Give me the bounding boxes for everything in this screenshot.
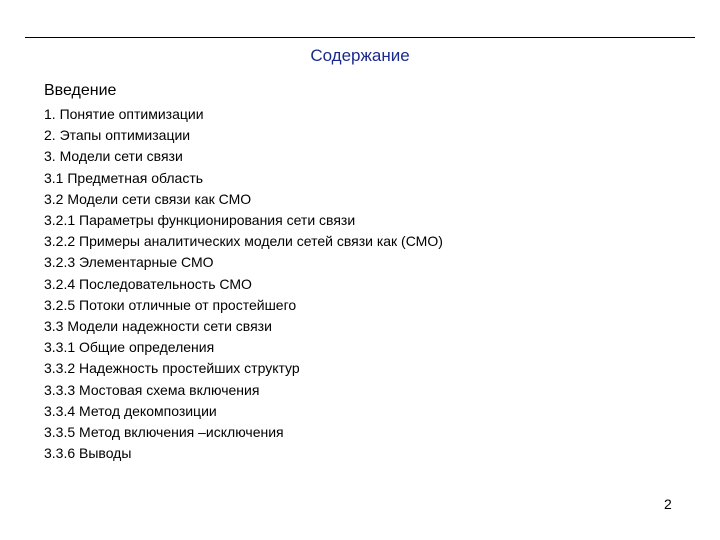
page-title-text: Содержание xyxy=(310,46,410,65)
toc-item: 1. Понятие оптимизации xyxy=(44,106,204,122)
toc-item: 3.2 Модели сети связи как СМО xyxy=(44,190,252,207)
toc-item: 3. Модели сети связи xyxy=(44,148,183,165)
toc-item: 3.3.2 Надежность простейших структур xyxy=(44,360,300,377)
toc-item: 3.3.3 Мостовая схема включения xyxy=(44,381,260,398)
toc-item: 3.2.4 Последовательность СМО xyxy=(44,275,252,292)
toc-item: 3.3.1 Общие определения xyxy=(44,339,215,356)
toc-item: 3.2.3 Элементарные СМО xyxy=(44,254,214,271)
toc-item: 3.1 Предметная область xyxy=(44,169,204,186)
toc-item: 3.2.5 Потоки отличные от простейшего xyxy=(44,296,297,313)
toc-item: 3.3 Модели надежности сети связи xyxy=(44,318,272,335)
toc-intro: Введение xyxy=(44,82,117,99)
toc-item: 2. Этапы оптимизации xyxy=(44,127,191,144)
page-title xyxy=(0,45,720,67)
toc-item: 3.3.4 Метод декомпозиции xyxy=(44,402,217,419)
page-number: 2 xyxy=(664,496,672,512)
toc-item: 3.2.1 Параметры функционирования сети связи xyxy=(44,212,356,229)
top-divider xyxy=(25,37,695,38)
table-of-contents xyxy=(44,104,443,464)
toc-item: 3.3.6 Выводы xyxy=(44,445,132,462)
toc-item: 3.3.5 Метод включения –исключения xyxy=(44,424,284,441)
toc-item: 3.2.2 Примеры аналитических модели сетей связи как (СМО) xyxy=(44,233,443,250)
